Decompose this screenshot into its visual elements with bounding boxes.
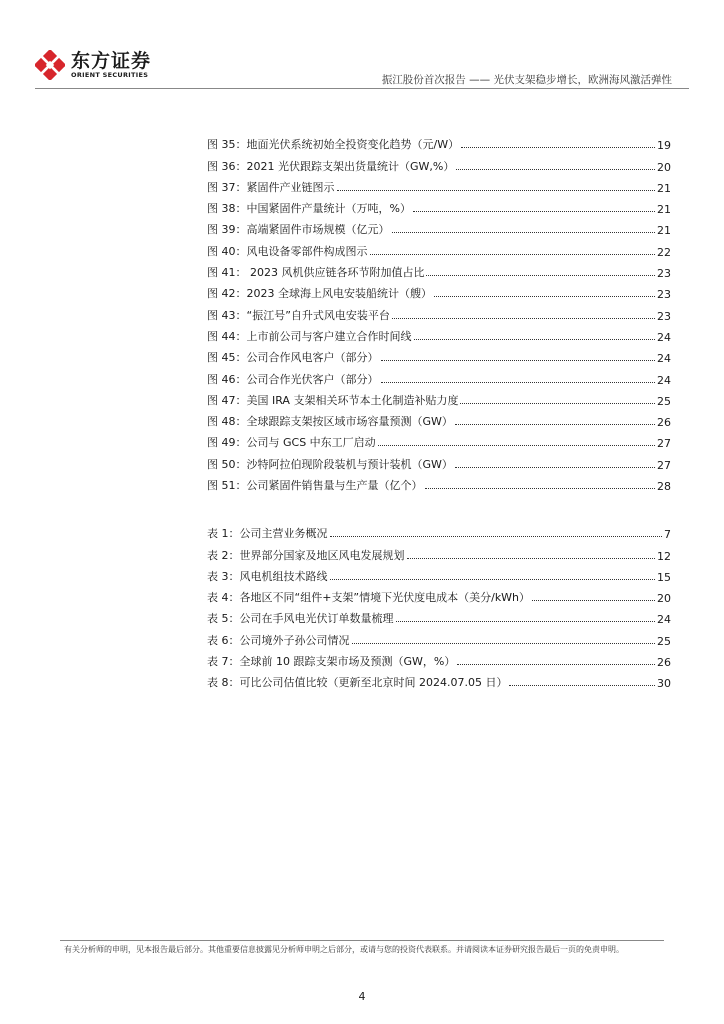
toc-entry-label: 图 43：“振江号”自升式风电安装平台 <box>207 308 390 322</box>
toc-entry-label: 图 44：上市前公司与客户建立合作时间线 <box>207 329 412 343</box>
toc-dot-leader <box>455 424 655 425</box>
figure-toc-entry[interactable] <box>207 344 671 365</box>
toc-dot-leader <box>457 664 655 665</box>
toc-entry-page: 24 <box>657 613 671 627</box>
toc-dot-leader <box>392 232 656 233</box>
toc-dot-leader <box>381 382 656 383</box>
toc-dot-leader <box>330 579 656 580</box>
toc-entry-page: 21 <box>657 181 671 195</box>
figure-toc-entry[interactable] <box>207 365 671 386</box>
toc-entry-page: 12 <box>657 549 671 563</box>
toc-dot-leader <box>460 403 655 404</box>
toc-entry-page: 24 <box>657 352 671 366</box>
toc-entry-page: 24 <box>657 330 671 344</box>
toc-dot-leader <box>425 488 656 489</box>
toc-entry-label: 图 45：公司合作风电客户（部分） <box>207 351 379 365</box>
toc-entry-label: 图 48：全球跟踪支架按区域市场容量预测（GW） <box>207 415 453 429</box>
toc-entry-label: 图 49：公司与 GCS 中东工厂启动 <box>207 436 376 450</box>
toc-dot-leader <box>378 445 655 446</box>
figure-toc-entry[interactable] <box>207 195 671 216</box>
toc-entry-label: 图 40：风电设备零部件构成图示 <box>207 244 368 258</box>
toc-dot-leader <box>426 275 655 276</box>
figure-index <box>207 131 671 493</box>
logo-chinese-name: 东方证券 <box>71 49 152 72</box>
toc-dot-leader <box>392 318 655 319</box>
toc-dot-leader <box>434 296 655 297</box>
toc-entry-label: 图 38：中国紧固件产量统计（万吨，%） <box>207 202 411 216</box>
table-toc-entry[interactable] <box>207 541 671 562</box>
table-toc-entry[interactable] <box>207 584 671 605</box>
toc-entry-page: 23 <box>657 267 671 281</box>
toc-dot-leader <box>509 685 655 686</box>
toc-entry-page: 20 <box>657 592 671 606</box>
toc-entry-label: 图 39：高端紧固件市场规模（亿元） <box>207 223 390 237</box>
toc-entry-page: 15 <box>657 570 671 584</box>
toc-entry-label: 表 2：世界部分国家及地区风电发展规划 <box>207 548 405 562</box>
toc-entry-label: 图 36：2021 光伏跟踪支架出货量统计（GW,%） <box>207 159 455 173</box>
toc-entry-label: 图 51：公司紧固件销售量与生产量（亿个） <box>207 479 423 493</box>
toc-dot-leader <box>413 211 655 212</box>
company-logo <box>35 48 151 82</box>
figure-toc-entry[interactable] <box>207 323 671 344</box>
toc-entry-page: 22 <box>657 245 671 259</box>
toc-entry-label: 表 4：各地区不同“组件+支架”情境下光伏度电成本（美分/kWh） <box>207 591 531 605</box>
footer-disclaimer: 有关分析师的申明，见本报告最后部分。其他重要信息披露见分析师申明之后部分，或请与您的投资代表联系。并请阅读本证券研究报告最后一页的免责申明。 <box>64 945 624 954</box>
toc-entry-label: 图 41： 2023 风机供应链各环节附加值占比 <box>207 266 425 280</box>
figure-toc-entry[interactable] <box>207 259 671 280</box>
table-toc-entry[interactable] <box>207 563 671 584</box>
table-toc-entry[interactable] <box>207 648 671 669</box>
toc-dot-leader <box>337 190 656 191</box>
figure-toc-entry[interactable] <box>207 174 671 195</box>
figure-toc-entry[interactable] <box>207 408 671 429</box>
toc-entry-label: 表 5：公司在手风电光伏订单数量梳理 <box>207 612 394 626</box>
toc-entry-page: 30 <box>657 677 671 691</box>
toc-entry-page: 24 <box>657 373 671 387</box>
toc-entry-page: 19 <box>657 139 671 153</box>
toc-entry-page: 27 <box>657 458 671 472</box>
toc-dot-leader <box>396 621 656 622</box>
toc-entry-page: 28 <box>657 480 671 494</box>
figure-toc-entry[interactable] <box>207 152 671 173</box>
toc-entry-page: 25 <box>657 634 671 648</box>
figure-toc-entry[interactable] <box>207 429 671 450</box>
toc-entry-page: 26 <box>657 416 671 430</box>
toc-entry-page: 21 <box>657 203 671 217</box>
toc-entry-page: 27 <box>657 437 671 451</box>
toc-entry-page: 20 <box>657 160 671 174</box>
toc-dot-leader <box>532 600 655 601</box>
figure-toc-entry[interactable] <box>207 472 671 493</box>
toc-dot-leader <box>330 536 663 537</box>
toc-entry-label: 图 47：美国 IRA 支架相关环节本土化制造补贴力度 <box>207 393 459 407</box>
table-toc-entry[interactable] <box>207 669 671 690</box>
toc-entry-page: 26 <box>657 656 671 670</box>
toc-entry-label: 表 7：全球前 10 跟踪支架市场及预测（GW，%） <box>207 655 456 669</box>
toc-entry-label: 表 6：公司境外子孙公司情况 <box>207 633 350 647</box>
toc-entry-page: 23 <box>657 309 671 323</box>
toc-dot-leader <box>407 558 656 559</box>
toc-entry-label: 图 50：沙特阿拉伯现阶段装机与预计装机（GW） <box>207 457 453 471</box>
toc-entry-page: 23 <box>657 288 671 302</box>
toc-entry-label: 表 3：风电机组技术路线 <box>207 569 328 583</box>
page-number: 4 <box>358 990 366 1003</box>
toc-entry-page: 21 <box>657 224 671 238</box>
header-divider <box>35 88 689 89</box>
toc-entry-label: 图 37：紧固件产业链图示 <box>207 180 335 194</box>
toc-entry-label: 表 1：公司主营业务概况 <box>207 527 328 541</box>
orient-securities-logo-icon <box>35 50 65 80</box>
toc-entry-label: 图 46：公司合作光伏客户（部分） <box>207 372 379 386</box>
toc-entry-label: 图 35：地面光伏系统初始全投资变化趋势（元/W） <box>207 138 460 152</box>
toc-dot-leader <box>370 254 656 255</box>
report-header-title: 振江股份首次报告 —— 光伏支架稳步增长，欧洲海风激活弹性 <box>381 74 672 86</box>
toc-entry-page: 7 <box>664 528 671 542</box>
toc-dot-leader <box>456 169 655 170</box>
figure-toc-entry[interactable] <box>207 216 671 237</box>
footer-divider <box>60 940 664 941</box>
table-toc-entry[interactable] <box>207 520 671 541</box>
toc-dot-leader <box>381 360 656 361</box>
table-index <box>207 520 671 690</box>
figure-toc-entry[interactable] <box>207 301 671 322</box>
figure-toc-entry[interactable] <box>207 450 671 471</box>
logo-english-name: ORIENT SECURITIES <box>71 70 149 79</box>
figure-toc-entry[interactable] <box>207 131 671 152</box>
figure-toc-entry[interactable] <box>207 280 671 301</box>
toc-dot-leader <box>414 339 656 340</box>
toc-entry-label: 图 42：2023 全球海上风电安装船统计（艘） <box>207 287 432 301</box>
toc-dot-leader <box>352 643 656 644</box>
toc-dot-leader <box>455 467 655 468</box>
table-toc-entry[interactable] <box>207 626 671 647</box>
toc-entry-page: 25 <box>657 394 671 408</box>
figure-toc-entry[interactable] <box>207 237 671 258</box>
figure-toc-entry[interactable] <box>207 387 671 408</box>
toc-entry-label: 表 8：可比公司估值比较（更新至北京时间 2024.07.05 日） <box>207 676 508 690</box>
toc-dot-leader <box>461 147 655 148</box>
table-toc-entry[interactable] <box>207 605 671 626</box>
